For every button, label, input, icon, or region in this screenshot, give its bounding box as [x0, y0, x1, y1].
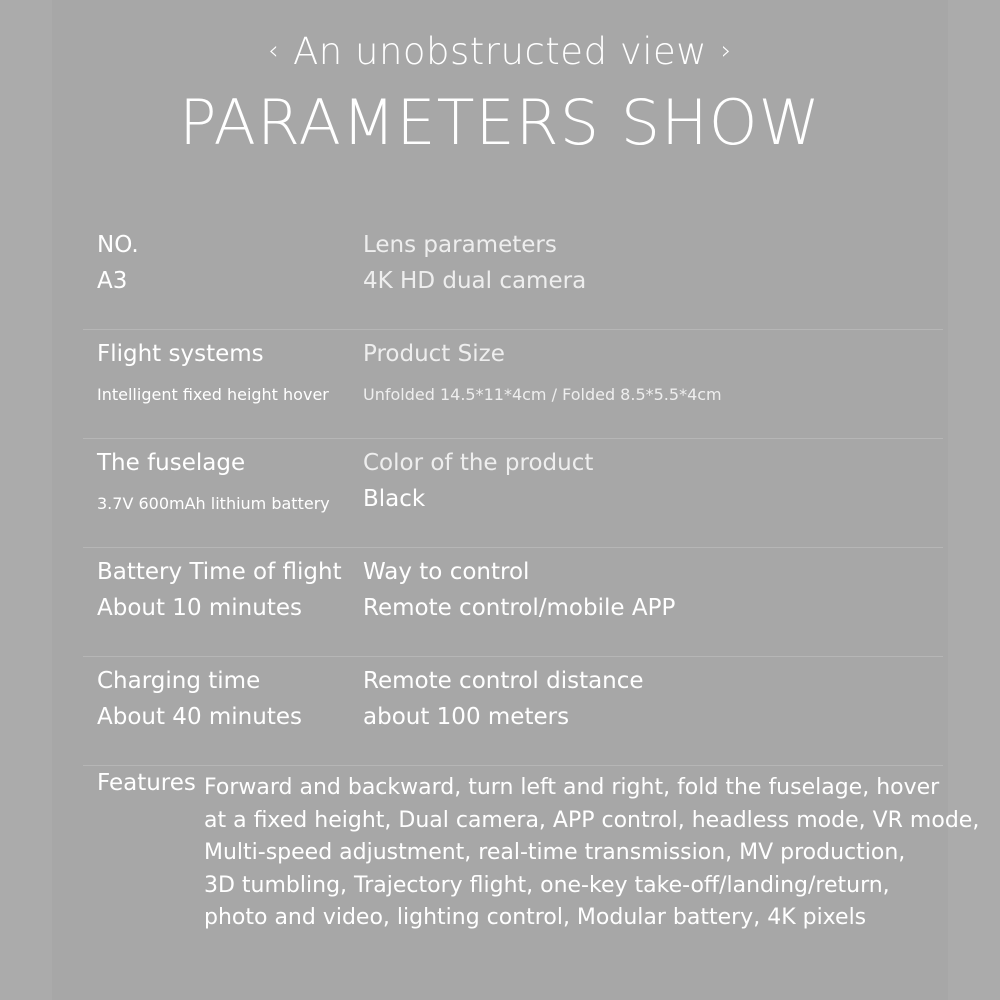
param-value: 4K HD dual camera — [363, 268, 587, 294]
param-row — [83, 220, 943, 330]
param-value: Remote control/mobile APP — [363, 595, 676, 621]
features-line: Forward and backward, turn left and right, fold the fuselage, hover — [204, 775, 940, 800]
features-label: Features — [97, 770, 196, 796]
param-label: Flight systems — [97, 341, 264, 367]
subtitle-text: An unobstructed view — [292, 30, 708, 73]
param-value: Intelligent fixed height hover — [97, 385, 329, 404]
param-label: Battery Time of flight — [97, 559, 342, 585]
param-row — [83, 329, 943, 439]
param-label: Charging time — [97, 668, 261, 694]
param-row — [83, 438, 943, 548]
subtitle — [0, 30, 1000, 73]
features-line: Multi-speed adjustment, real-time transmission, MV production, — [204, 840, 906, 865]
chevron-left-icon: ‹ — [268, 36, 279, 66]
param-label: The fuselage — [97, 450, 246, 476]
page-title: PARAMETERS SHOW — [179, 86, 821, 159]
features-line: photo and video, lighting control, Modular battery, 4K pixels — [204, 905, 867, 930]
param-value: Unfolded 14.5*11*4cm / Folded 8.5*5.5*4cm — [363, 385, 722, 404]
param-value: About 10 minutes — [97, 595, 302, 621]
param-label: Remote control distance — [363, 668, 644, 694]
param-row — [83, 656, 943, 766]
features-text — [204, 772, 980, 935]
features-line: at a fixed height, Dual camera, APP control, headless mode, VR mode, — [204, 807, 980, 833]
param-row — [83, 547, 943, 657]
param-value: About 40 minutes — [97, 704, 302, 730]
param-label: Way to control — [363, 559, 530, 585]
param-label: NO. — [97, 232, 139, 258]
param-label: Lens parameters — [363, 232, 557, 258]
chevron-right-icon: › — [721, 36, 732, 66]
features-line: 3D tumbling, Trajectory flight, one-key take-off/landing/return, — [204, 872, 890, 898]
param-value: A3 — [97, 268, 128, 294]
param-value: about 100 meters — [363, 704, 570, 730]
param-value: 3.7V 600mAh lithium battery — [97, 494, 330, 513]
param-value: Black — [363, 486, 426, 512]
param-label: Product Size — [363, 341, 505, 367]
param-label: Color of the product — [363, 450, 594, 476]
